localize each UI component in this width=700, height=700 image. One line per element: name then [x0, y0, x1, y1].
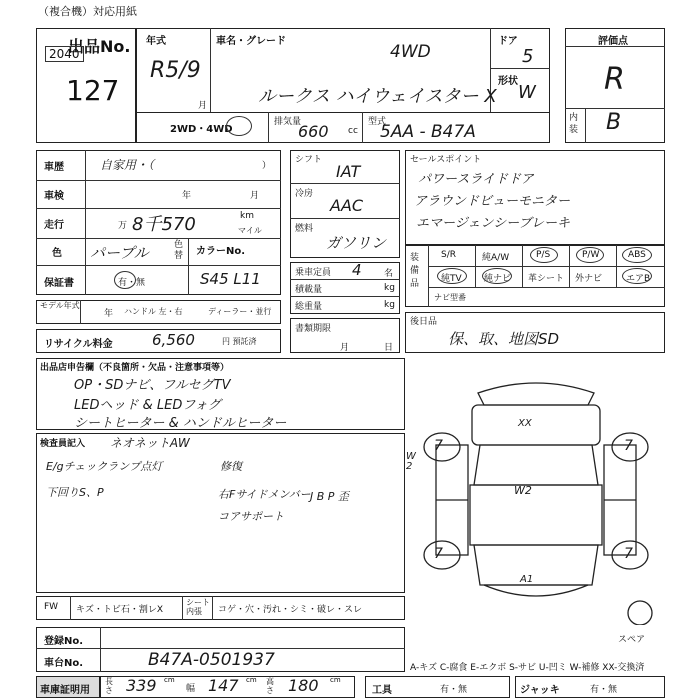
recycle-label: リサイクル料金 — [44, 339, 113, 350]
diagram-mark-xx: XX — [518, 418, 532, 429]
equip-leather: 革シート — [528, 274, 565, 284]
tire-value-rr: 7 — [624, 546, 633, 562]
dim-length-label: 長さ — [105, 677, 113, 695]
doors-value: 5 — [522, 46, 534, 67]
lot-label: 出品No. — [68, 37, 131, 56]
inspection-month: 月 — [250, 191, 260, 201]
load-label: 積載量 — [295, 285, 323, 295]
mileage-unit-km: km — [240, 211, 254, 221]
gross-unit: kg — [384, 300, 395, 310]
diagram-mark-w2-roof: W2 — [514, 484, 532, 497]
score-value: R — [604, 62, 625, 97]
name-label: 車名・グレード — [216, 36, 286, 47]
spare-label: スペア — [618, 635, 646, 645]
shape-label: 形状 — [498, 76, 518, 87]
inspector-name: ネオネットAW — [110, 436, 190, 450]
jack-options: 有・無 — [590, 685, 618, 695]
dim-height-unit: cm — [330, 676, 341, 684]
grade-note: 4WD — [390, 42, 431, 62]
equip-extnavi: 外ナビ — [575, 274, 603, 284]
warranty-label: 保証書 — [44, 278, 74, 289]
shift-label: シフト — [295, 155, 323, 165]
dim-length: 339 — [126, 676, 157, 695]
header-text: （複合機）対応用紙 — [38, 5, 137, 18]
selling-line-3: エマージェンシーブレーキ — [416, 216, 570, 231]
fw-text: キズ・トビ石・割レX — [76, 605, 163, 615]
shape-value: W — [518, 82, 536, 103]
equip-sr: S/R — [441, 250, 456, 260]
history-label: 車歴 — [44, 162, 64, 173]
inspection-label: 車検 — [44, 191, 64, 202]
dim-height-label: 高さ — [266, 677, 274, 695]
inspector-bracket-note: J B P 歪 — [310, 490, 349, 503]
score-label: 評価点 — [598, 36, 628, 47]
docexpiry-label: 書類期限 — [295, 324, 332, 334]
color-value: パープル — [90, 244, 149, 262]
year-month-label: 月 — [198, 101, 208, 111]
diagram-mark-a1: A1 — [520, 574, 534, 585]
modelyear-label: モデル年式 — [40, 301, 80, 310]
capacity-value: 4 — [352, 261, 362, 279]
mileage-value: 8千570 — [132, 214, 196, 235]
tire-value-fl: 7 — [434, 438, 443, 454]
tire-value-rl: 7 — [434, 546, 443, 562]
dim-label: 車庫証明用 — [40, 685, 90, 696]
capacity-unit: 名 — [384, 269, 394, 279]
modelyear-dealer: ディーラー・並行 — [208, 307, 272, 316]
inspector-right-2: 右Fサイドメンバー — [218, 488, 311, 501]
condition-line-2: LEDヘッド & LEDフォグ — [74, 398, 221, 413]
chassis-value: B47A-0501937 — [148, 650, 275, 670]
gross-label: 総重量 — [295, 302, 323, 312]
condition-line-3: シートヒーター & ハンドルヒーター — [74, 416, 287, 431]
recycle-value: 6,560 — [152, 331, 195, 349]
lot-stamp: 2040 — [45, 46, 84, 62]
doors-label: ドア — [498, 36, 518, 47]
displacement-label: 排気量 — [274, 117, 302, 127]
dim-height: 180 — [288, 676, 319, 695]
recycle-unit: 円 預託済 — [222, 337, 257, 346]
reg-label: 登録No. — [44, 636, 84, 647]
color-label: 色 — [52, 248, 62, 259]
inspector-right-3: コアサポート — [218, 510, 284, 523]
inspector-right-1: 修復 — [220, 460, 242, 473]
inspector-label: 検査員記入 — [40, 439, 86, 449]
equipment-label: 装備品 — [410, 253, 420, 289]
docexpiry-month: 月 — [340, 343, 350, 353]
model-value: 5AA - B47A — [380, 122, 476, 142]
lot-number: 127 — [66, 74, 120, 107]
equip-ps: P/S — [536, 250, 551, 260]
fuel-label: 燃料 — [295, 224, 314, 234]
rear-label: 後日品 — [410, 317, 438, 327]
color-changed-label: 色替 — [174, 240, 184, 261]
docexpiry-day: 日 — [384, 343, 394, 353]
equip-aw: 純A/W — [482, 253, 510, 263]
jack-label: ジャッキ — [520, 685, 560, 696]
displacement-value: 660 — [298, 122, 329, 141]
car-diagram — [408, 375, 665, 625]
dim-width-unit: cm — [246, 676, 257, 684]
warranty-circle — [114, 271, 136, 289]
selling-line-2: アラウンドビューモニター — [414, 194, 571, 209]
equip-airbag: エアB — [626, 274, 651, 284]
mileage-unit-mile: マイル — [238, 226, 262, 235]
color-code-value: S45 L11 — [200, 270, 261, 288]
seat-label: シート内張 — [186, 598, 210, 616]
dim-width: 147 — [208, 676, 239, 695]
chassis-label: 車台No. — [44, 658, 84, 669]
aircon-label: 冷房 — [295, 189, 314, 199]
modelyear-year: 年 — [104, 309, 114, 319]
color-code-label: カラーNo. — [196, 246, 246, 257]
seat-text: コゲ・穴・汚れ・シミ・破レ・スレ — [218, 605, 363, 615]
modelyear-handle: ハンドル 左・右 — [124, 307, 183, 316]
capacity-label: 乗車定員 — [295, 268, 332, 278]
shift-value: IAT — [336, 162, 361, 181]
equip-tv: 純TV — [441, 274, 462, 284]
diagram-tire-note: W 2 — [406, 451, 416, 472]
equip-navi: 純ナビ — [484, 274, 512, 284]
history-close: ） — [262, 161, 272, 171]
inspector-left-2: 下回りS、P — [46, 486, 104, 499]
history-value: 自家用・（ — [100, 158, 155, 172]
mileage-label: 走行 — [44, 220, 64, 231]
drive-4wd-circle — [226, 116, 252, 136]
legend-codes: A-キズ C-腐食 E-エクボ S-サビ U-凹ミ W-補修 XX-交換済 — [410, 663, 645, 673]
dim-width-label: 幅 — [186, 684, 196, 694]
equip-abs: ABS — [628, 250, 646, 260]
load-unit: kg — [384, 283, 395, 293]
aircon-value: AAC — [330, 196, 364, 215]
equip-nav-label: ナビ型番 — [434, 293, 466, 302]
tire-value-fr: 7 — [624, 438, 633, 454]
model-label: 型式 — [368, 117, 387, 127]
rear-value: 保、取、地図SD — [448, 330, 560, 348]
tools-label: 工具 — [372, 685, 392, 696]
interior-value: B — [606, 110, 622, 135]
selling-label: セールスポイント — [410, 155, 482, 165]
equip-pw: P/W — [582, 250, 600, 260]
dim-length-unit: cm — [164, 676, 175, 684]
inspection-year: 年 — [182, 191, 192, 201]
year-value: R5/9 — [150, 58, 201, 83]
drive-label: 2WD・4WD — [170, 124, 233, 135]
condition-line-1: OP・SDナビ、フルセグTV — [74, 378, 231, 393]
selling-line-1: パワースライドドア — [418, 172, 534, 187]
spare-tire — [628, 601, 652, 625]
condition-label: 出品店申告欄（不良箇所・欠品・注意事項等） — [40, 363, 230, 373]
fw-label: FW — [44, 602, 59, 612]
fuel-value: ガソリン — [326, 234, 387, 252]
car-name: ルークス ハイウェイスター X — [258, 86, 497, 107]
inspector-left-1: E/gチェックランプ点灯 — [46, 460, 163, 473]
mileage-man: 万 — [118, 221, 128, 231]
warranty-options: 有・無 — [118, 278, 146, 288]
interior-label: 内装 — [569, 113, 579, 135]
displacement-unit: cc — [348, 126, 358, 136]
year-label: 年式 — [146, 36, 166, 47]
tools-options: 有・無 — [440, 685, 468, 695]
